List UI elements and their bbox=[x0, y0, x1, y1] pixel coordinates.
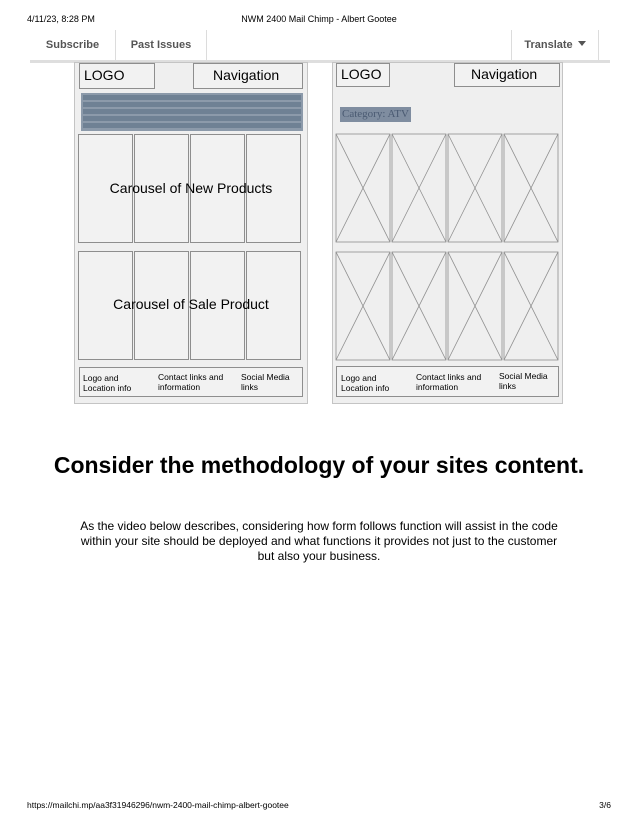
translate-label: Translate bbox=[524, 39, 573, 51]
print-url: https://mailchi.mp/aa3f31946296/nwm-2400-mail-chimp-albert-gootee bbox=[27, 800, 289, 810]
wireframe-category-image bbox=[332, 62, 563, 404]
wire-carousel-sale-label: Carousel of Sale Product bbox=[113, 296, 269, 312]
wire-logo-label: LOGO bbox=[84, 67, 125, 83]
wire-category-label: Category: ATV bbox=[342, 108, 409, 120]
print-page-number: 3/6 bbox=[599, 800, 611, 810]
wire-footer-social: Social Media links bbox=[241, 372, 290, 392]
print-header bbox=[0, 0, 638, 24]
caret-down-icon bbox=[578, 41, 586, 46]
print-title: NWM 2400 Mail Chimp - Albert Gootee bbox=[241, 14, 397, 24]
wire-footer-contact: Contact links and information bbox=[416, 372, 482, 392]
wireframe-homepage-image bbox=[74, 62, 308, 404]
wire-footer-social: Social Media links bbox=[499, 371, 548, 391]
print-date: 4/11/23, 8:28 PM bbox=[27, 14, 95, 24]
section-body: As the video below describes, considering how form follows function will assist in the code within your site should be deployed and what functions it provides not just to the customer but also your business. bbox=[80, 519, 558, 563]
wire-footer-logo: Logo and Location info bbox=[83, 373, 132, 393]
wire-placeholder-text bbox=[81, 93, 303, 131]
translate-dropdown[interactable] bbox=[511, 30, 599, 60]
wire-footer-logo: Logo and Location info bbox=[341, 373, 390, 393]
section-heading: Consider the methodology of your sites content. bbox=[53, 452, 585, 478]
wire-image-placeholders bbox=[333, 63, 564, 405]
past-issues-link[interactable]: Past Issues bbox=[116, 30, 207, 60]
wire-logo-label: LOGO bbox=[341, 66, 382, 82]
campaign-navbar bbox=[30, 30, 610, 63]
wire-footer-contact: Contact links and information bbox=[158, 372, 224, 392]
subscribe-link[interactable]: Subscribe bbox=[30, 30, 116, 60]
wire-nav-label: Navigation bbox=[471, 66, 538, 82]
wire-carousel-new-label: Carousel of New Products bbox=[109, 180, 273, 196]
wire-nav-label: Navigation bbox=[213, 67, 280, 83]
